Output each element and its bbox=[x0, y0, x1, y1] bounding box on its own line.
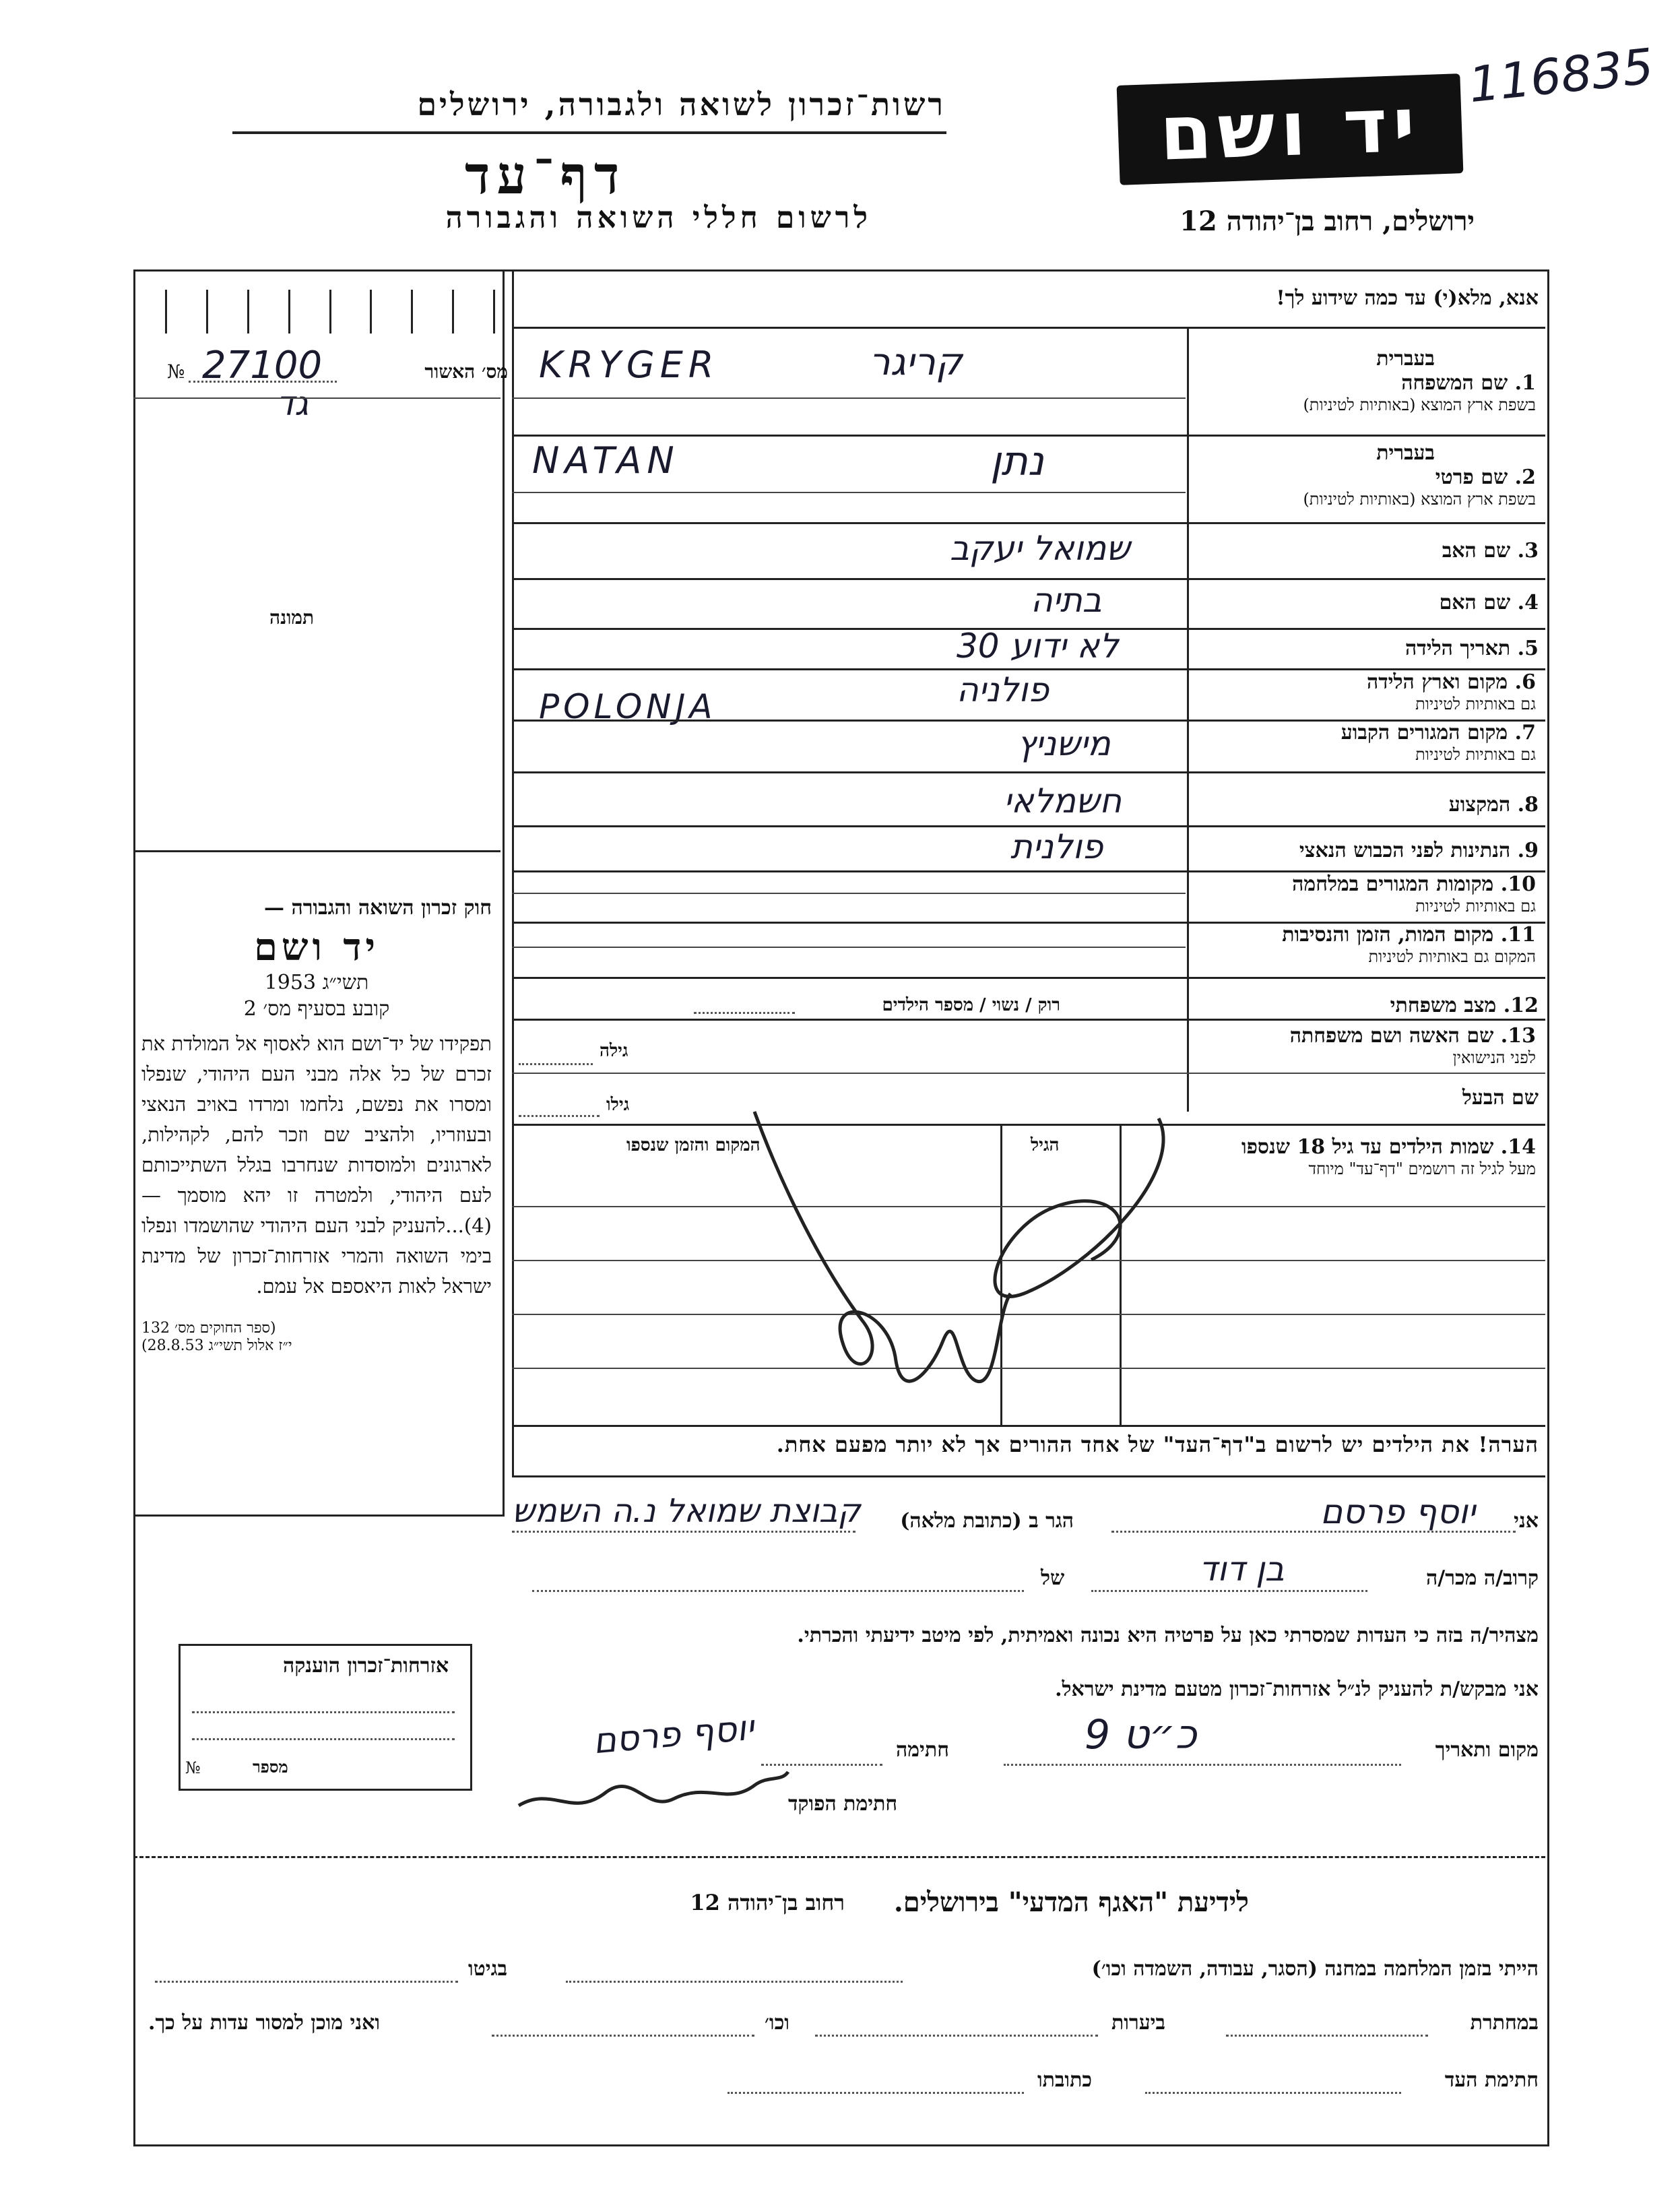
field-2-sub: בשפת ארץ המוצא (באותיות לטיניות) bbox=[1303, 490, 1536, 509]
field-6-label-text: מקום וארץ הלידה bbox=[1366, 670, 1508, 694]
field-12-bottom bbox=[512, 1019, 1545, 1021]
field-11-bottom bbox=[512, 977, 1545, 979]
children-place-header: המקום והזמן שנספו bbox=[626, 1135, 761, 1155]
field-4-num: 4. bbox=[1517, 591, 1539, 614]
declarant-relation-value: בן דוד bbox=[1199, 1550, 1285, 1589]
approval-box-bottom bbox=[133, 397, 500, 399]
field-11-divider bbox=[512, 947, 1186, 948]
signature-value: יוסף פרסם bbox=[591, 1707, 756, 1762]
field-11-row bbox=[1192, 923, 1536, 966]
signature-label: חתימה bbox=[896, 1738, 949, 1762]
field-2-divider bbox=[512, 492, 1186, 493]
note-text: הערה! את הילדים יש לרשום ב"דף־העד" של אחד ההורים אך לא יותר מפעם אחת. bbox=[776, 1432, 1539, 1457]
field-7-bottom bbox=[512, 771, 1545, 773]
note-left-edge bbox=[512, 1425, 514, 1475]
field-10-label-text: מקומות המגורים במלחמה bbox=[1292, 872, 1494, 896]
field-2-label bbox=[1192, 466, 1536, 490]
field-7-label bbox=[1192, 721, 1536, 745]
field-4-hebrew: בתיה bbox=[1031, 581, 1102, 620]
bottom-line2-dots-c bbox=[492, 2035, 754, 2037]
field-1-sub: בשפת ארץ המוצא (באותיות לטיניות) bbox=[1303, 395, 1536, 414]
place-date-value: כ״ט 9 bbox=[1085, 1711, 1197, 1758]
declarant-relation-label: קרוב/ה מכר/ה bbox=[1426, 1566, 1539, 1590]
field-13-bottom bbox=[512, 1073, 1545, 1074]
bottom-line2-dots-b bbox=[815, 2035, 1098, 2037]
field-2-bottom bbox=[512, 522, 1545, 524]
field-1-label bbox=[1192, 371, 1536, 395]
law-text-block bbox=[141, 896, 492, 1354]
citizenship-number-prefix: № bbox=[185, 1758, 201, 1777]
field-6-label bbox=[1192, 670, 1536, 695]
bottom-line2-c: וכו׳ bbox=[765, 2011, 789, 2035]
field-10-sub: גם באותיות לטיניות bbox=[1415, 897, 1536, 916]
logo-text: יד ושם bbox=[1158, 81, 1422, 178]
field-12-status-options: רוק / נשוי / מספר הילדים bbox=[882, 995, 1060, 1015]
field-10-divider bbox=[512, 893, 1186, 894]
org-line: רשות־זכרון לשואה ולגבורה, ירושלים bbox=[417, 86, 946, 123]
field-13-sub: לפני הנישואין bbox=[1452, 1048, 1536, 1067]
field-4-label-text: שם האם bbox=[1439, 591, 1511, 614]
declarant-ani-label: אני bbox=[1514, 1509, 1539, 1533]
field-5-num: 5. bbox=[1517, 637, 1539, 660]
field-1-label-text: שם המשפחה bbox=[1401, 371, 1508, 395]
field-10-label bbox=[1192, 872, 1536, 897]
field-6-latin: POLONJA bbox=[539, 687, 717, 726]
field-11-label-text: מקום המות, הזמן והנסיבות bbox=[1282, 923, 1494, 947]
field-14-sub: מעל לגיל זה רושמים "דף־עד" מיוחד bbox=[1308, 1159, 1536, 1178]
field-11-num: 11. bbox=[1500, 923, 1536, 947]
field-8-label-text: המקצוע bbox=[1448, 793, 1511, 817]
field-4-label bbox=[1440, 591, 1539, 615]
field-7-label-text: מקום המגורים הקבוע bbox=[1340, 721, 1508, 744]
field-9-label-text: הנתינות לפני הכבוש הנאצי bbox=[1299, 839, 1511, 862]
instruction: אנא, מלא(י) עד כמה שידוע לך! bbox=[1276, 286, 1539, 310]
citizenship-line-1 bbox=[192, 1711, 455, 1713]
field-12-label-text: מצב משפחתי bbox=[1390, 994, 1497, 1017]
bottom-line3-dots-b bbox=[728, 2092, 1024, 2094]
bottom-line3-b: כתובתו bbox=[1037, 2068, 1093, 2092]
husband-age-line bbox=[519, 1115, 600, 1117]
field-9-num: 9. bbox=[1517, 839, 1539, 862]
field-7-row bbox=[1192, 721, 1536, 764]
field-2-row bbox=[1192, 441, 1536, 509]
field-7-hebrew: מישניץ bbox=[1017, 724, 1111, 763]
field-3-label-text: שם האב bbox=[1442, 539, 1511, 563]
field-2-hebrew: נתן bbox=[990, 438, 1044, 485]
field-8-label bbox=[1449, 793, 1539, 817]
law-section: קובע בסעיף מס׳ 2 bbox=[243, 997, 390, 1021]
approval-ticks bbox=[165, 290, 495, 333]
field-10-num: 10. bbox=[1500, 872, 1536, 896]
declarant-of-label: של bbox=[1041, 1566, 1065, 1590]
field-2-num: 2. bbox=[1514, 466, 1536, 489]
note-bottom bbox=[512, 1475, 1545, 1477]
field-6-hebrew: פולניה bbox=[957, 670, 1049, 709]
field-14-label-text: שמות הילדים עד גיל 18 שנספו bbox=[1241, 1135, 1494, 1159]
bottom-separator bbox=[133, 1856, 1545, 1858]
field-3-label bbox=[1442, 539, 1539, 563]
declarant-ani-value: יוסף פרסם bbox=[1320, 1492, 1476, 1531]
field-12-children-line bbox=[694, 1012, 795, 1014]
citizenship-line-2 bbox=[192, 1738, 455, 1740]
law-ref2: י״ז אלול תשי״ג 28.8.53) bbox=[141, 1337, 292, 1354]
approval-code: גד bbox=[276, 384, 309, 423]
declarant-address-label: הגר ב (כתובת מלאה) bbox=[900, 1509, 1074, 1533]
children-age-header: הגיל bbox=[1031, 1135, 1060, 1155]
declaration-1: מצהיר/ה בזה כי העדות שמסרתי כאן על פרטיה היא נכונה ואמיתית, לפי מיטב ידיעתי והכרתי. bbox=[797, 1624, 1539, 1647]
bottom-line1-b: בגיטו bbox=[468, 1957, 508, 1981]
bottom-line3-dots-a bbox=[1145, 2092, 1401, 2094]
field-3-num: 3. bbox=[1517, 539, 1539, 563]
citizenship-number-label: מספר bbox=[253, 1757, 288, 1777]
bottom-line2-dots-a bbox=[1226, 2035, 1428, 2037]
field-1-divider bbox=[512, 397, 1186, 399]
bottom-line1-dots-b bbox=[155, 1981, 458, 1983]
field-3-bottom bbox=[512, 578, 1545, 580]
children-bottom bbox=[512, 1425, 1545, 1427]
declarant-address-line bbox=[512, 1531, 855, 1533]
field-13-age-line bbox=[519, 1063, 593, 1065]
field-6-row bbox=[1192, 670, 1536, 713]
bottom-address: רחוב בן־יהודה 12 bbox=[690, 1890, 845, 1915]
field-2-latin: NATAN bbox=[532, 439, 680, 482]
field-1-hebrew: קריגר bbox=[869, 340, 963, 384]
yad-vashem-logo bbox=[1117, 73, 1464, 185]
law-title: חוק זכרון השואה והגבורה — bbox=[264, 896, 492, 920]
law-ref1: (ספר החוקים מס׳ 132 bbox=[141, 1320, 276, 1337]
field-9-hebrew: פולנית bbox=[1010, 827, 1103, 866]
field-3-hebrew: שמואל יעקב bbox=[950, 529, 1130, 568]
field-2-heb-tag: בעברית bbox=[1376, 441, 1435, 465]
approval-line bbox=[189, 381, 337, 383]
law-name: יד ושם bbox=[253, 925, 380, 969]
cross-out-scribble bbox=[741, 1091, 1186, 1415]
field-7-num: 7. bbox=[1514, 721, 1536, 744]
field-11-label bbox=[1192, 923, 1536, 947]
field-5-label-text: תאריך הלידה bbox=[1405, 637, 1511, 660]
declarant-relation-line bbox=[1091, 1590, 1367, 1592]
bottom-line2-a: במחתרת bbox=[1470, 2011, 1539, 2035]
field-13-row bbox=[1192, 1024, 1536, 1067]
declaration-2: אני מבקש/ת להעניק לנ״ל אזרחות־זכרון מטעם מדינת ישראל. bbox=[1055, 1678, 1539, 1701]
field-1-heb-tag: בעברית bbox=[1376, 347, 1435, 371]
left-column-edge bbox=[512, 269, 514, 1448]
address: ירושלים, רחוב בן־יהודה 12 bbox=[1180, 205, 1475, 237]
bottom-line1-dots-a bbox=[566, 1981, 903, 1983]
field-11-sub: המקום גם באותיות לטיניות bbox=[1368, 947, 1536, 966]
field-2-label-text: שם פרטי bbox=[1435, 466, 1508, 489]
bottom-title: לידיעת "האגף המדעי" בירושלים. bbox=[893, 1886, 1249, 1918]
field-5-hebrew: לא ידוע 30 bbox=[957, 627, 1119, 666]
declarant-of-line bbox=[532, 1590, 1024, 1592]
org-underline bbox=[232, 131, 946, 134]
field-12-label bbox=[1390, 994, 1539, 1018]
law-body: תפקידו של יד־ושם הוא לאסוף אל המולדת את זכרם של כל אלה מבני העם היהודי, שנפלו ומסרו את נפשם, נלחמו ומרדו באויב הנאצי ובעוזריו, ולהציב שם וזכר להם, לקהילות, לארגונים ולמוסדות שנחרבו בגלל השתייכותם לעם היהודי, ולמטרה זו יהא מוסמך — (4)...להעניק לבני העם היהודי שהושמדו ונפלו בימי השואה והמרי אזרחות־זכרון של מדינת ישראל לאות היאספם אל עמם. bbox=[141, 1032, 492, 1298]
photo-bottom bbox=[133, 850, 500, 852]
instruction-line bbox=[512, 327, 1545, 329]
husband-age-label: גילו bbox=[606, 1095, 630, 1115]
field-6-num: 6. bbox=[1514, 670, 1536, 694]
field-13-num: 13. bbox=[1500, 1024, 1536, 1048]
place-date-label: מקום ותאריך bbox=[1435, 1738, 1539, 1762]
husband-label: שם הבעל bbox=[1462, 1086, 1539, 1110]
field-1-num: 1. bbox=[1514, 371, 1536, 395]
field-12-num: 12. bbox=[1503, 994, 1539, 1017]
field-1-latin: KRYGER bbox=[539, 344, 719, 386]
bottom-line2-d: ואני מוכן למסור עדות על כך. bbox=[148, 2011, 381, 2035]
field-7-sub: גם באותיות לטיניות bbox=[1415, 745, 1536, 764]
approval-number: 27100 bbox=[202, 344, 323, 387]
place-date-line bbox=[1004, 1764, 1401, 1766]
officer-signature-label: חתימת הפוקד bbox=[788, 1792, 898, 1816]
field-1-row bbox=[1192, 347, 1536, 414]
field-13-label bbox=[1192, 1024, 1536, 1048]
field-9-label bbox=[1299, 839, 1539, 863]
field-1-bottom bbox=[512, 435, 1545, 437]
photo-label: תמונה bbox=[269, 606, 315, 629]
bottom-line1-a: הייתי בזמן המלחמה במחנה (הסגר, עבודה, השמדה וכו׳) bbox=[1091, 1957, 1539, 1981]
officer-signature bbox=[512, 1745, 795, 1826]
field-13-label-text: שם האשה ושם משפחתה bbox=[1289, 1024, 1494, 1048]
bottom-line2-b: ביערות bbox=[1111, 2011, 1166, 2035]
approval-prefix: № bbox=[167, 360, 185, 383]
declarant-address-value: קבוצת שמואל נ.ה השמש bbox=[512, 1492, 861, 1530]
approval-label: מס׳ האשור bbox=[424, 360, 508, 383]
field-13-age-label: גילה bbox=[600, 1041, 628, 1061]
field-10-row bbox=[1192, 872, 1536, 916]
field-8-num: 8. bbox=[1517, 793, 1539, 817]
field-8-hebrew: חשמלאי bbox=[1004, 782, 1122, 821]
law-year: תשי״ג 1953 bbox=[264, 971, 369, 994]
field-6-sub: גם באותיות לטיניות bbox=[1415, 695, 1536, 713]
archive-number: 116835 bbox=[1466, 37, 1656, 114]
declarant-ani-line bbox=[1111, 1531, 1516, 1533]
form-subtitle: לרשום חללי השואה והגבורה bbox=[445, 201, 872, 235]
field-14-num: 14. bbox=[1500, 1135, 1536, 1159]
bottom-line3-a: חתימת העד bbox=[1444, 2068, 1539, 2092]
citizenship-title: אזרחות־זכרון הוענקה bbox=[283, 1654, 449, 1678]
field-5-label bbox=[1405, 637, 1539, 661]
form-title: דף־עד bbox=[465, 145, 626, 206]
